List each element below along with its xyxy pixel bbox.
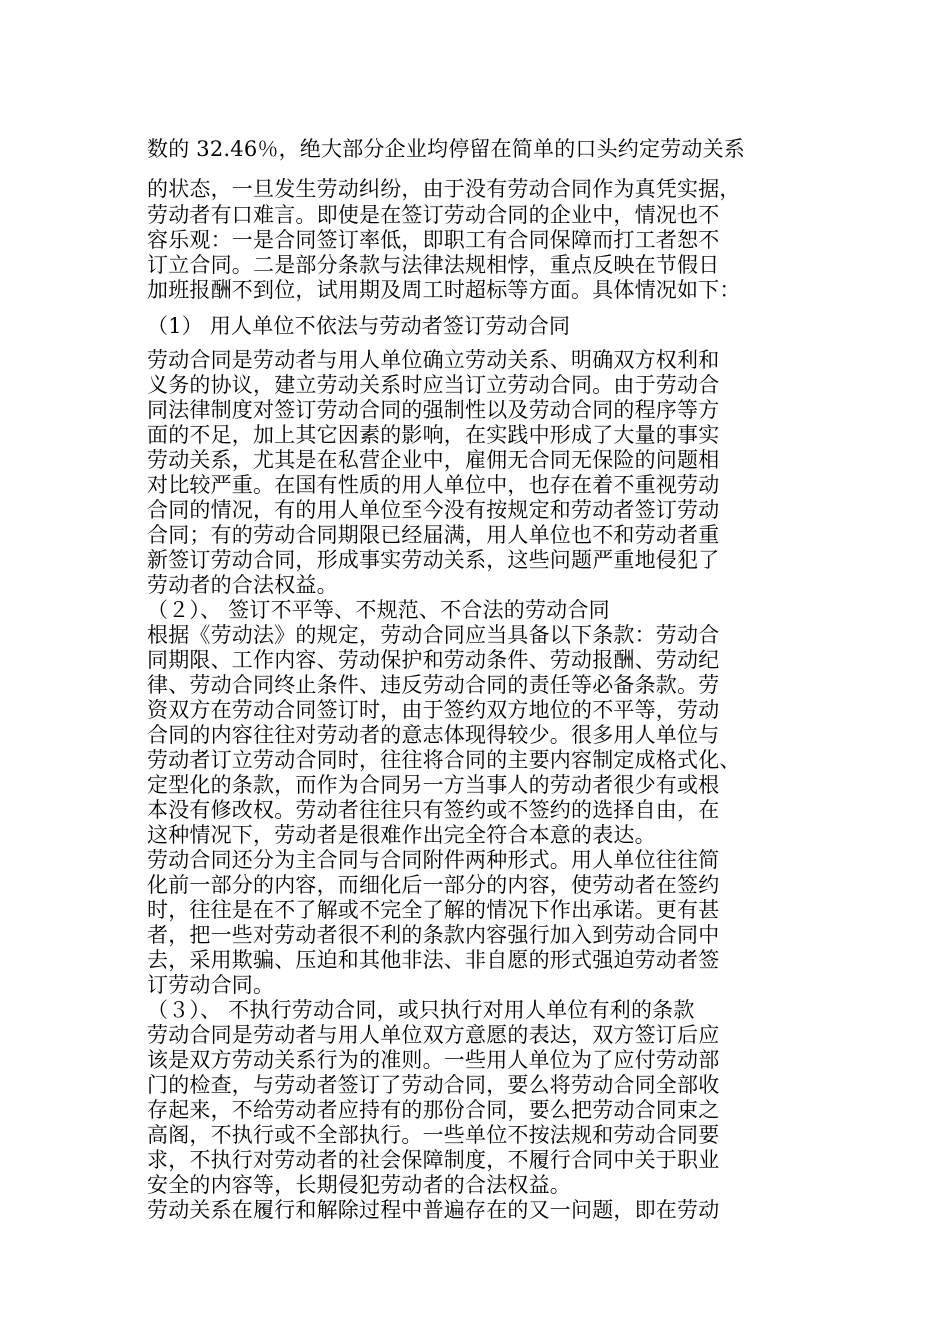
text-line: 劳动关系在履行和解除过程中普遍存在的又一问题，即在劳动	[147, 1198, 720, 1222]
text-line: 同期限、工作内容、劳动保护和劳动条件、劳动报酬、劳动纪	[147, 648, 720, 672]
text-line: 本没有修改权。劳动者往往只有签约或不签约的选择自由，在	[147, 798, 720, 822]
text-line: 定型化的条款，而作为合同另一方当事人的劳动者很少有或根	[147, 773, 720, 797]
text-line: 劳动合同还分为主合同与合同附件两种形式。用人单位往往简	[147, 848, 720, 872]
section-heading: （３）、 不执行劳动合同，或只执行对用人单位有利的条款	[147, 998, 695, 1022]
text-line: 容乐观：一是合同签订率低，即职工有合同保障而打工者恕不	[147, 228, 720, 252]
section-heading: （1） 用人单位不依法与劳动者签订劳动合同	[147, 314, 571, 338]
text-line: 时，往往是在不了解或不完全了解的情况下作出承诺。更有甚	[147, 898, 720, 922]
text-line: 合同的内容往往对劳动者的意志体现得较少。很多用人单位与	[147, 723, 720, 747]
text-line: 求，不执行对劳动者的社会保障制度，不履行合同中关于职业	[147, 1148, 720, 1172]
text-line: 门的检查，与劳动者签订了劳动合同，要么将劳动合同全部收	[147, 1073, 720, 1097]
section-heading: （２）、 签订不平等、不规范、不合法的劳动合同	[147, 598, 610, 622]
text-line: 安全的内容等，长期侵犯劳动者的合法权益。	[147, 1173, 571, 1197]
text-line: 劳动关系，尤其是在私营企业中，雇佣无合同无保险的问题相	[147, 448, 720, 472]
text-line: 对比较严重。在国有性质的用人单位中，也存在着不重视劳动	[147, 473, 720, 497]
text-line: 面的不足，加上其它因素的影响，在实践中形成了大量的事实	[147, 423, 720, 447]
text-line: 合同；有的劳动合同期限已经届满，用人单位也不和劳动者重	[147, 523, 720, 547]
text-line: 订立合同。二是部分条款与法律法规相悖，重点反映在节假日	[147, 253, 720, 277]
text-line: 合同的情况，有的用人单位至今没有按规定和劳动者签订劳动	[147, 498, 720, 522]
text-line: 劳动合同是劳动者与用人单位确立劳动关系、明确双方权利和	[147, 348, 720, 372]
text-line: 数的 32.46％，绝大部分企业均停留在简单的口头约定劳动关系	[147, 137, 745, 161]
text-line: 律、劳动合同终止条件、违反劳动合同的责任等必备条款。劳	[147, 673, 720, 697]
text-line: 劳动合同是劳动者与用人单位双方意愿的表达，双方签订后应	[147, 1023, 720, 1047]
text-line: 资双方在劳动合同签订时，由于签约双方地位的不平等，劳动	[147, 698, 720, 722]
text-line: 劳动者的合法权益。	[147, 573, 338, 597]
text-line: 去，采用欺骗、压迫和其他非法、非自愿的形式强迫劳动者签	[147, 948, 720, 972]
text-line: 根据《劳动法》的规定，劳动合同应当具备以下条款：劳动合	[147, 623, 720, 647]
text-line: 劳动者有口难言。即使是在签订劳动合同的企业中，情况也不	[147, 203, 720, 227]
text-line: 化前一部分的内容，而细化后一部分的内容，使劳动者在签约	[147, 873, 720, 897]
text-line: 新签订劳动合同，形成事实劳动关系，这些问题严重地侵犯了	[147, 548, 720, 572]
text-line: 者，把一些对劳动者很不利的条款内容强行加入到劳动合同中	[147, 923, 720, 947]
text-line: 订劳动合同。	[147, 973, 275, 997]
text-line: 高阁，不执行或不全部执行。一些单位不按法规和劳动合同要	[147, 1123, 720, 1147]
text-line: 同法律制度对签订劳动合同的强制性以及劳动合同的程序等方	[147, 398, 720, 422]
text-line: 该是双方劳动关系行为的准则。一些用人单位为了应付劳动部	[147, 1048, 720, 1072]
text-line: 劳动者订立劳动合同时，往往将合同的主要内容制定成格式化、	[147, 748, 741, 772]
text-line: 义务的协议，建立劳动关系时应当订立劳动合同。由于劳动合	[147, 373, 720, 397]
text-line: 存起来，不给劳动者应持有的那份合同，要么把劳动合同束之	[147, 1098, 720, 1122]
text-line: 的状态，一旦发生劳动纠纷，由于没有劳动合同作为真凭实据，	[147, 177, 741, 201]
text-line: 这种情况下，劳动者是很难作出完全符合本意的表达。	[147, 823, 656, 847]
text-line: 加班报酬不到位，试用期及周工时超标等方面。具体情况如下：	[147, 278, 741, 302]
